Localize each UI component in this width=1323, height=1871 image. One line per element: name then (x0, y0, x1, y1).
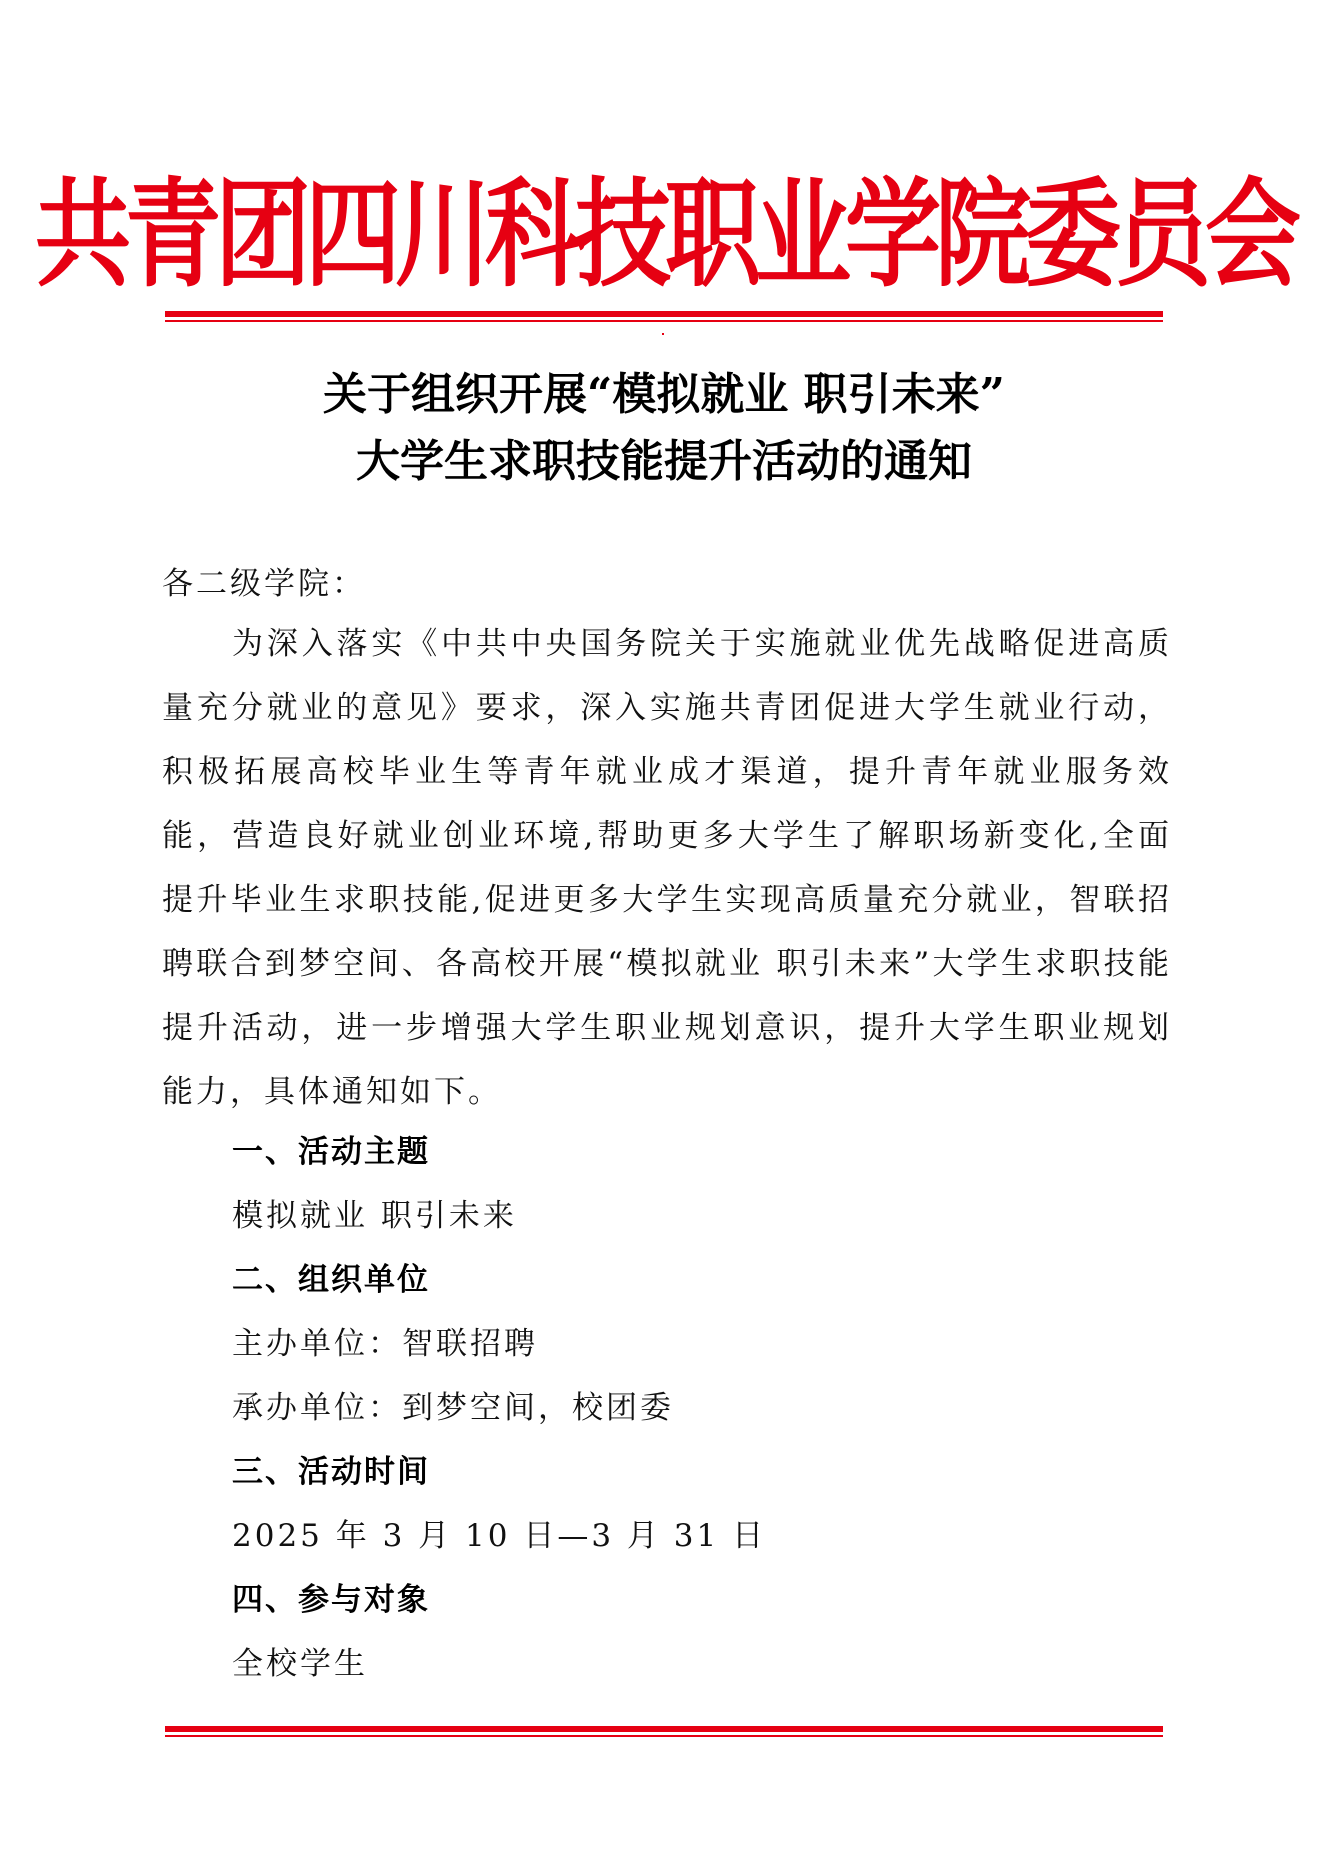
section-text-participants: 全校学生 (232, 1646, 368, 1682)
red-dot-mark (662, 333, 664, 335)
section-text-theme: 模拟就业 职引未来 (232, 1198, 517, 1234)
section-heading-time: 三、活动时间 (232, 1454, 430, 1490)
footer-red-rule-thick (165, 1726, 1163, 1732)
body-paragraph: 为深入落实《中共中央国务院关于实施就业优先战略促进高质量充分就业的意见》要求，深入实施共青团促进大学生就业行动，积极拓展高校毕业生等青年就业成才渠道，提升青年就业服务效能，营造良好就业创业环境,帮助更多大学生了解职场新变化,全面提升毕业生求职技能,促进更多大学生实现高质量充分就业，智联招聘联合到梦空间、各高校开展“模拟就业 职引未来”大学生求职技能提升活动，进一步增强大学生职业规划意识，提升大学生职业规划能力，具体通知如下。 (162, 626, 1172, 1110)
footer-red-rule-thin (165, 1735, 1163, 1737)
document-title-line-1: 关于组织开展“模拟就业 职引未来” (323, 369, 1005, 420)
section-text-undertaker: 承办单位：到梦空间，校团委 (232, 1390, 674, 1426)
section-text-host: 主办单位：智联招聘 (232, 1326, 538, 1362)
section-heading-participants: 四、参与对象 (232, 1582, 430, 1618)
section-heading-theme: 一、活动主题 (232, 1134, 430, 1170)
addressee: 各二级学院： (162, 566, 366, 602)
header-red-rule-thick (165, 311, 1163, 317)
header-red-rule-thin (165, 320, 1163, 322)
letterhead-title: 共青团四川科技职业学院委员会 (35, 165, 1295, 303)
section-heading-organizers: 二、组织单位 (232, 1262, 430, 1298)
document-title-line-2: 大学生求职技能提升活动的通知 (356, 436, 972, 487)
letterhead (35, 150, 1295, 303)
section-text-time: 2025 年 3 月 10 日—3 月 31 日 (232, 1518, 767, 1554)
